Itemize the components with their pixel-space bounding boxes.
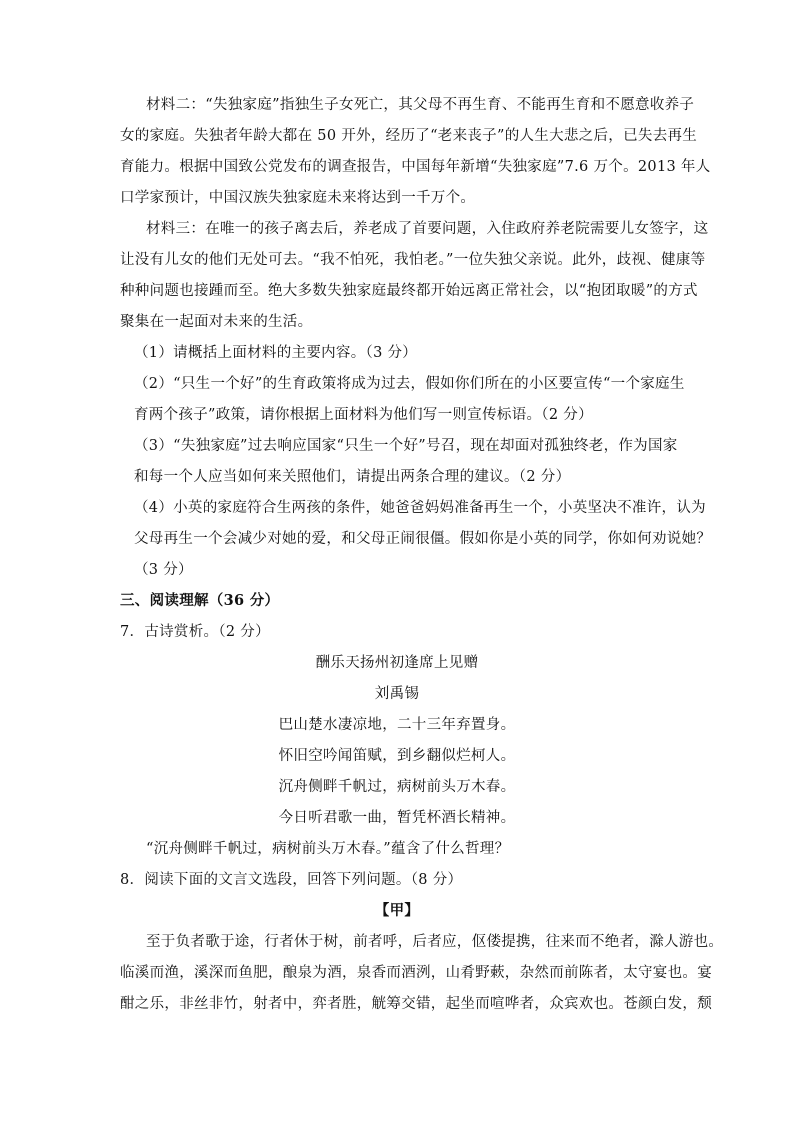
- poem-line-2: 怀旧空吟闻笛赋，到乡翻似烂柯人。: [278, 748, 516, 764]
- question-2-line-1: （2）“只生一个好”的生育政策将成为过去，假如你们所在的小区要宣传“一个家庭生: [134, 376, 685, 392]
- question-3-line-1: （3）“失独家庭”过去响应国家“只生一个好”号召，现在却面对孤独终老，作为国家: [134, 438, 678, 454]
- question-4-line-2: 父母再生一个会减少对她的爱，和父母正闹很僵。假如你是小英的同学，你如何劝说她？: [134, 531, 712, 547]
- material2-line-1: 材料二：“失独家庭”指独生子女死亡，其父母不再生育、不能再生育和不愿意收养子: [146, 97, 695, 113]
- question-4-line-3: （3 分）: [134, 562, 193, 578]
- question-7-label: 7．古诗赏析。（2 分）: [120, 624, 270, 640]
- material3-line-4: 聚集在一起面对未来的生活。: [120, 314, 313, 330]
- material3-line-3: 种种问题也接踵而至。绝大多数失独家庭最终都开始远离正常社会，以“抱团取暖”的方式: [120, 283, 698, 299]
- question-3-line-2: 和每一个人应当如何来关照他们，请提出两条合理的建议。（2 分）: [134, 469, 571, 485]
- poem-line-4: 今日听君歌一曲，暂凭杯酒长精神。: [278, 810, 516, 826]
- question-4-line-1: （4）小英的家庭符合生两孩的条件，她爸爸妈妈准备再生一个，小英坚决不准许，认为: [134, 500, 706, 516]
- passage-heading-jia: 【甲】: [374, 902, 420, 919]
- material2-line-4: 口学家预计，中国汉族失独家庭未来将达到一千万个。: [120, 190, 476, 206]
- poem-line-3: 沉舟侧畔千帆过，病树前头万木春。: [278, 779, 516, 795]
- material2-line-3: 育能力。根据中国致公党发布的调查报告，中国每年新增“失独家庭”7.6 万个。2013 年人: [120, 159, 711, 175]
- passage-line-3: 酣之乐，非丝非竹，射者中，弈者胜，觥筹交错，起坐而喧哗者，众宾欢也。苍颜白发，颓: [120, 996, 712, 1012]
- question-1: （1）请概括上面材料的主要内容。（3 分）: [134, 345, 418, 361]
- poem-line-1: 巴山楚水凄凉地，二十三年弃置身。: [278, 717, 516, 733]
- section-3-heading: 三、阅读理解（36 分）: [120, 592, 280, 609]
- material2-line-2: 女的家庭。失独者年龄大都在 50 开外，经历了“老来丧子”的人生大悲之后，已失去再生: [120, 128, 698, 144]
- question-2-line-2: 育两个孩子”政策，请你根据上面材料为他们写一则宣传标语。（2 分）: [134, 407, 593, 423]
- material3-line-1: 材料三：在唯一的孩子离去后，养老成了首要问题，入住政府养老院需要儿女签字，这: [146, 221, 709, 237]
- question-8-label: 8．阅读下面的文言文选段，回答下列问题。（8 分）: [120, 872, 463, 888]
- passage-line-2: 临溪而渔，溪深而鱼肥，酿泉为酒，泉香而酒洌，山肴野蔌，杂然而前陈者，太守宴也。宴: [120, 965, 712, 981]
- poem-title: 酬乐天扬州初逢席上见赠: [315, 655, 479, 671]
- poem-author: 刘禹锡: [374, 686, 420, 702]
- material3-line-2: 让没有儿女的他们无处可去。“我不怕死，我怕老。”一位失独父亲说。此外，歧视、健康等: [120, 252, 706, 268]
- passage-line-1: 至于负者歌于途，行者休于树，前者呼，后者应，伛偻提携，往来而不绝者，滁人游也。: [146, 934, 724, 950]
- question-7-prompt: “沉舟侧畔千帆过，病树前头万木春。”蕴含了什么哲理？: [146, 841, 510, 857]
